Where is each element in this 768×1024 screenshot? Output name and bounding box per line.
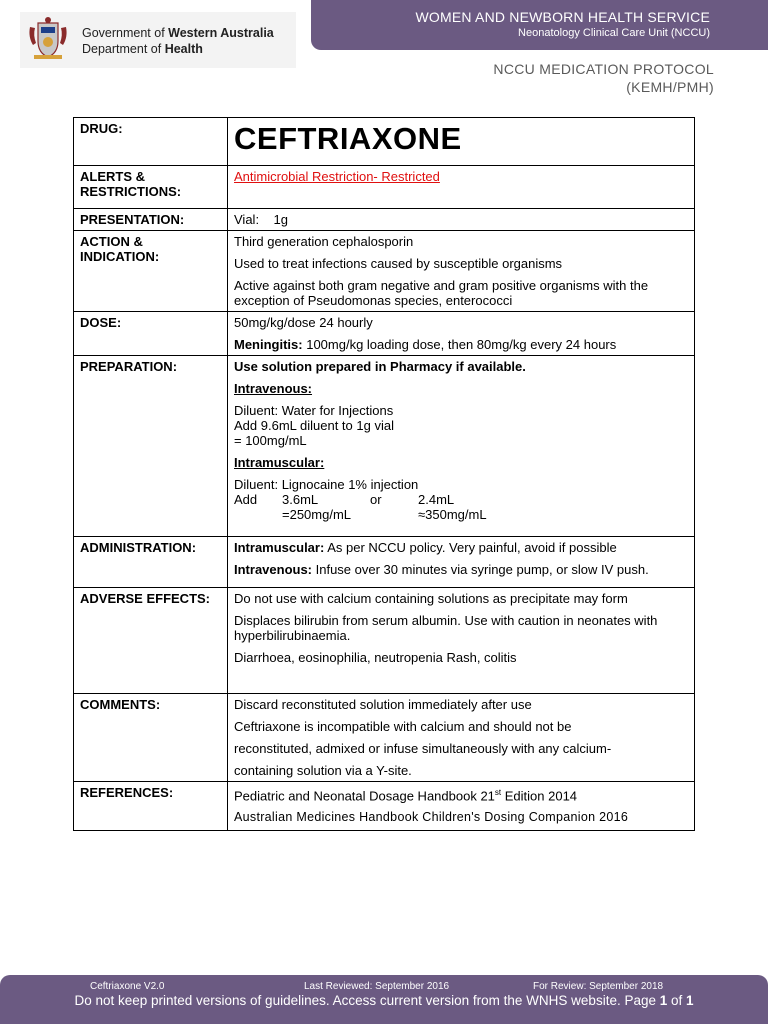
- government-name: Government of Western Australia: [82, 26, 274, 40]
- adverse-row: [74, 588, 695, 694]
- dose-value: [228, 312, 695, 356]
- footer-notice: Do not keep printed versions of guidelines. Access current version from the WNHS website. Page 1 of 1: [74, 993, 694, 1008]
- adverse-value: [228, 588, 695, 694]
- references-row: [74, 782, 695, 831]
- adverse-label: ADVERSE EFFECTS:: [74, 588, 228, 694]
- action-line: Third generation cephalosporin: [234, 234, 414, 249]
- presentation-row: [74, 209, 695, 231]
- references-label: REFERENCES:: [74, 782, 228, 831]
- administration-label: ADMINISTRATION:: [74, 537, 228, 588]
- government-logo: [20, 12, 296, 68]
- action-line: Active against both gram negative and gram positive organisms with the exception of Pseudomonas species, enterococci: [234, 278, 649, 308]
- alerts-value: [228, 166, 695, 209]
- banner-subtitle: Neonatology Clinical Care Unit (NCCU): [518, 27, 710, 39]
- alerts-row: [74, 166, 695, 209]
- im-instructions: [234, 477, 688, 522]
- department-name: Department of Health: [82, 42, 203, 56]
- comments-label: COMMENTS:: [74, 694, 228, 782]
- comments-value: [228, 694, 695, 782]
- preparation-intro: Use solution prepared in Pharmacy if available.: [234, 359, 526, 374]
- for-review: For Review: September 2018: [533, 981, 664, 992]
- references-value: [228, 782, 695, 831]
- iv-heading: Intravenous:: [234, 381, 313, 396]
- protocol-line1: NCCU MEDICATION PROTOCOL: [493, 61, 714, 77]
- comment-line: containing solution via a Y-site.: [234, 763, 412, 778]
- reference-1: Pediatric and Neonatal Dosage Handbook 21st Edition 2014: [234, 788, 578, 804]
- action-value: [228, 231, 695, 312]
- meningitis-dose: Meningitis: 100mg/kg loading dose, then 80mg/kg every 24 hours: [234, 337, 617, 352]
- preparation-value: [228, 356, 695, 537]
- im-heading: Intramuscular:: [234, 455, 325, 470]
- iv-instructions: Diluent: Water for Injections Add 9.6mL diluent to 1g vial = 100mg/mL: [234, 403, 394, 448]
- last-reviewed: Last Reviewed: September 2016: [304, 981, 450, 992]
- medication-protocol-table: [73, 117, 695, 831]
- wa-coat-of-arms-icon: [24, 15, 72, 63]
- action-row: [74, 231, 695, 312]
- dose-label: DOSE:: [74, 312, 228, 356]
- presentation-value: Vial: 1g: [228, 209, 695, 231]
- im-volumes: Add 3.6mL or 2.4mL =250mg/mL ≈350mg/mL: [234, 492, 487, 522]
- doc-version: Ceftriaxone V2.0: [90, 981, 165, 992]
- comments-row: [74, 694, 695, 782]
- drug-label: DRUG:: [74, 118, 228, 166]
- alerts-label: ALERTS & RESTRICTIONS:: [74, 166, 228, 209]
- page-footer: [0, 975, 768, 1024]
- drug-name-text: CEFTRIAXONE: [234, 121, 462, 156]
- adverse-line: Displaces bilirubin from serum albumin. Use with caution in neonates with hyperbilirubinaemia.: [234, 613, 658, 643]
- banner-title: WOMEN AND NEWBORN HEALTH SERVICE: [415, 9, 710, 25]
- reference-2: Australian Medicines Handbook Children's Dosing Companion 2016: [234, 810, 629, 825]
- drug-name: [228, 118, 695, 166]
- restriction-link[interactable]: Antimicrobial Restriction- Restricted: [234, 169, 440, 184]
- preparation-label: PREPARATION:: [74, 356, 228, 537]
- administration-iv: Intravenous: Infuse over 30 minutes via syringe pump, or slow IV push.: [234, 562, 649, 577]
- administration-im: Intramuscular: As per NCCU policy. Very painful, avoid if possible: [234, 540, 617, 555]
- adverse-line: Do not use with calcium containing solutions as precipitate may form: [234, 591, 628, 606]
- dose-row: [74, 312, 695, 356]
- presentation-label: PRESENTATION:: [74, 209, 228, 231]
- action-line: Used to treat infections caused by susceptible organisms: [234, 256, 563, 271]
- im-diluent: Diluent: Lignocaine 1% injection: [234, 477, 419, 492]
- dose-line: 50mg/kg/dose 24 hourly: [234, 315, 373, 330]
- comment-line: reconstituted, admixed or infuse simultaneously with any calcium-: [234, 741, 612, 756]
- header-banner: [311, 0, 768, 50]
- drug-row: [74, 118, 695, 166]
- protocol-title: [493, 60, 714, 96]
- comment-line: Ceftriaxone is incompatible with calcium and should not be: [234, 719, 572, 734]
- comment-line: Discard reconstituted solution immediately after use: [234, 697, 532, 712]
- preparation-row: [74, 356, 695, 537]
- administration-value: [228, 537, 695, 588]
- action-label: ACTION & INDICATION:: [74, 231, 228, 312]
- protocol-line2: (KEMH/PMH): [626, 79, 714, 95]
- adverse-line: Diarrhoea, eosinophilia, neutropenia Rash, colitis: [234, 650, 517, 665]
- administration-row: [74, 537, 695, 588]
